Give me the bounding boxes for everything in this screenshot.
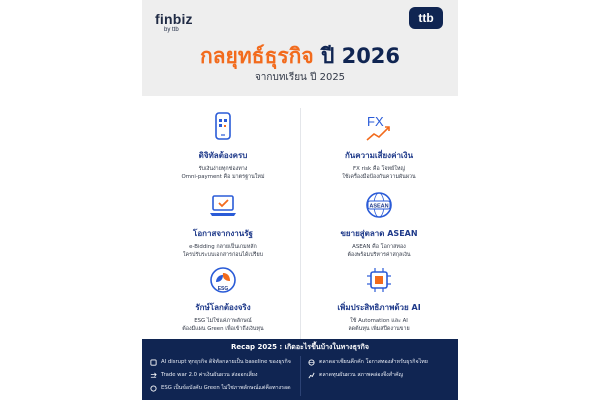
recap-item xyxy=(308,371,403,379)
feature-desc-2: ใครปรับระบบเอกสารก่อนได้เปรียบ xyxy=(182,252,264,258)
recap-text: ESG เป็นข้อบังคับ Green ไม่ใช่ภาพลักษณ์แต่คือทางรอด xyxy=(161,385,291,391)
finbiz-logo-sub: by ttb xyxy=(164,27,179,33)
svg-text:ESG: ESG xyxy=(217,286,229,292)
feature-desc-1: e-Bidding กลายเป็นเกมหลัก xyxy=(189,244,257,250)
title-main: กลยุทธ์ธุรกิจ xyxy=(199,44,314,68)
asean-globe-icon xyxy=(364,190,394,222)
fx-chart-icon xyxy=(364,112,394,144)
feature-title: โอกาสจากงานรัฐ xyxy=(193,229,253,238)
recap-divider xyxy=(300,356,301,396)
column-divider xyxy=(300,108,301,340)
asean-icon xyxy=(308,359,315,366)
svg-text:ASEAN: ASEAN xyxy=(369,203,389,210)
recap-item xyxy=(308,358,428,366)
feature-desc-2: ลดต้นทุน เพิ่มสปีดงานขาย xyxy=(348,326,410,332)
laptop-check-icon xyxy=(208,190,238,222)
qr-phone-icon xyxy=(208,112,238,144)
market-icon xyxy=(308,372,315,379)
feature-desc-1: รับเงินง่ายทุกช่องทาง xyxy=(198,166,248,172)
ttb-logo: ttb xyxy=(409,7,443,29)
recap-title: Recap 2025 : เกิดอะไรขึ้นบ้างในทางธุรกิจ xyxy=(231,343,369,351)
feature-title: รักษ์โลกต้องจริง xyxy=(195,303,251,312)
feature-esg xyxy=(148,264,298,333)
feature-desc-2: ต้องมีแผน Green เพื่อเข้าถึงเงินทุน xyxy=(182,326,264,332)
infographic-card xyxy=(142,0,458,400)
feature-digital xyxy=(148,112,298,181)
finbiz-logo: finbiz xyxy=(155,11,193,27)
esg-icon xyxy=(150,385,157,392)
feature-desc-2: ต้องพร้อมบริหารค่าสกุลเงิน xyxy=(347,252,411,258)
recap-item xyxy=(150,358,291,366)
esg-leaf-icon xyxy=(208,264,238,296)
recap-item xyxy=(150,371,258,379)
feature-desc-2: ใช้เครื่องมือป้องกันความผันผวน xyxy=(342,174,416,180)
feature-desc-1: ใช้ Automation และ AI xyxy=(350,318,408,324)
feature-title: เพิ่มประสิทธิภาพด้วย AI xyxy=(337,303,421,312)
feature-title: ดิจิทัลต้องครบ xyxy=(198,151,248,160)
recap-text: AI disrupt ทุกธุรกิจ ดิจิทัลกลายเป็น baseline ของธุรกิจ xyxy=(161,359,291,365)
page-subtitle: จากบทเรียน ปี 2025 xyxy=(254,72,346,83)
ai-chip-icon xyxy=(364,264,394,296)
feature-title: ขยายสู่ตลาด ASEAN xyxy=(340,229,418,238)
feature-desc-1: ASEAN คือ โอกาสทอง xyxy=(352,244,406,250)
feature-title: กันความเสี่ยงค่าเงิน xyxy=(344,151,414,160)
page-title xyxy=(142,40,458,73)
recap-text: Trade war 2.0 ค่าเงินผันผวน ส่งออกเสี่ยง xyxy=(161,372,258,378)
trade-icon xyxy=(150,372,157,379)
feature-fx xyxy=(304,112,454,181)
feature-gov xyxy=(148,190,298,259)
recap-text: ตลาดทุนผันผวน สภาพคล่องจึงสำคัญ xyxy=(319,372,404,378)
feature-ai xyxy=(304,264,454,333)
header-band xyxy=(142,0,458,96)
ai-icon xyxy=(150,359,157,366)
recap-panel xyxy=(142,339,458,400)
title-year: ปี 2026 xyxy=(320,44,401,68)
feature-asean xyxy=(304,190,454,259)
recap-item xyxy=(150,384,291,392)
feature-desc-1: FX risk คือ โจทย์ใหญ่ xyxy=(353,166,405,172)
svg-text:FX: FX xyxy=(367,114,384,129)
feature-desc-1: ESG ไม่ใช่แค่ภาพลักษณ์ xyxy=(194,318,252,324)
recap-text: ตลาดอาเซียนคึกคัก โอกาสทองสำหรับธุรกิจไทย xyxy=(319,359,428,365)
feature-desc-2: Omni-payment คือ มาตรฐานใหม่ xyxy=(181,174,265,180)
